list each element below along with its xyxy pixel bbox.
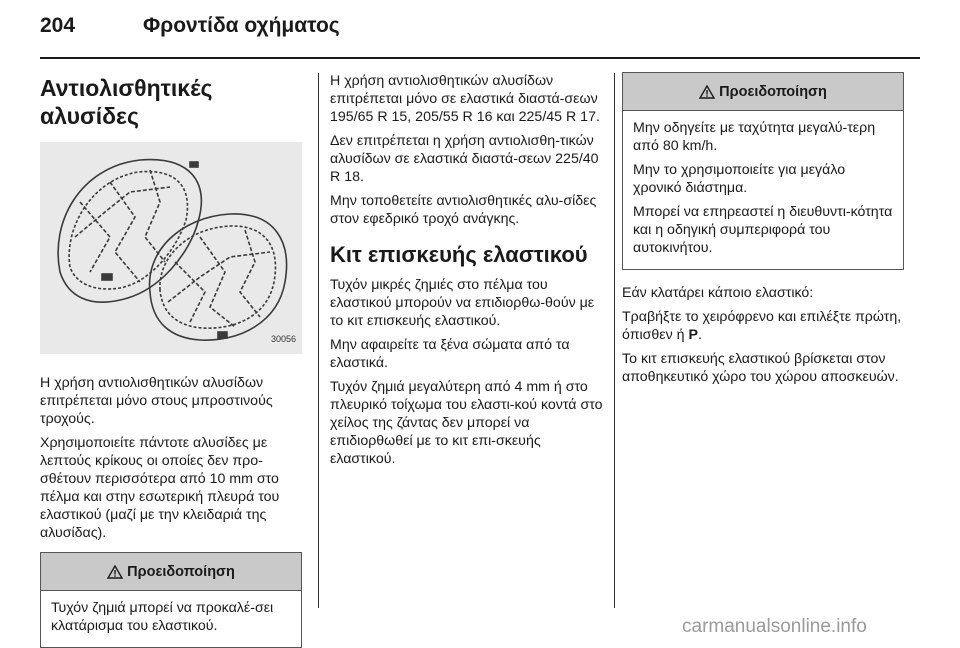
column-3 xyxy=(622,72,904,392)
column-divider-2 xyxy=(614,73,615,608)
page-number: 204 xyxy=(40,14,76,37)
paragraph: Τυχόν ζημιά μεγαλύτερη από 4 mm ή στο πλευρικό τοίχωμα του ελαστι-κού κοντά στο χείλος της ζάντας δεν μπορεί να επιδιορθωθεί με το κιτ επι-σκευής ελαστικού. xyxy=(330,379,603,467)
paragraph: Το κιτ επισκευής ελαστικού βρίσκεται στον αποθηκευτικό χώρο του χώρου αποσκευών. xyxy=(622,351,899,385)
column-1 xyxy=(40,72,302,648)
watermark: carmanualsonline.info xyxy=(682,616,867,637)
warning-header xyxy=(41,553,301,591)
paragraph: Μην αφαιρείτε τα ξένα σώματα από τα ελαστικά. xyxy=(330,337,570,371)
warning-body xyxy=(623,111,903,269)
warning-title: Προειδοποίηση xyxy=(719,83,827,100)
paragraph: Χρησιμοποιείτε πάντοτε αλυσίδες με λεπτούς κρίκους οι οποίες δεν προ-σθέτουν περισσότερα από 10 mm στο πέλμα και στην εσωτερική πλευρά του ελαστικού (μαζί με την κλειδαριά της αλυσίδας). xyxy=(40,435,280,541)
paragraph xyxy=(622,308,904,344)
warning-body xyxy=(41,591,301,647)
paragraph: Η χρήση αντιολισθητικών αλυσίδων επιτρέπεται μόνο στους μπροστινούς τροχούς. xyxy=(40,375,273,427)
warning-triangle-icon xyxy=(107,565,123,579)
section-title-snow-chains: Αντιολισθητικές αλυσίδες xyxy=(40,75,213,129)
gear-p-label: P xyxy=(688,327,698,343)
warning-text: Τυχόν ζημιά μπορεί να προκαλέ-σει κλατάρισμα του ελαστικού. xyxy=(51,600,274,634)
header-rule xyxy=(40,57,920,59)
paragraph-end: . xyxy=(697,327,702,343)
paragraph: Εάν κλατάρει κάποιο ελαστικό: xyxy=(622,285,814,301)
figure-code: 30056 xyxy=(270,334,296,344)
warning-title: Προειδοποίηση xyxy=(127,563,235,580)
chapter-title: Φροντίδα οχήματος xyxy=(143,14,340,37)
warning-header xyxy=(623,73,903,111)
warning-box xyxy=(622,72,904,270)
warning-box xyxy=(40,552,302,648)
warning-text: Μην το χρησιμοποιείτε για μεγάλο χρονικό διάστημα. xyxy=(633,162,846,196)
section-title-tyre-repair-kit: Κιτ επισκευής ελαστικού xyxy=(330,242,588,267)
paragraph-text: Τραβήξτε το χειρόφρενο και επιλέξτε πρώτη, όπισθεν ή xyxy=(622,309,902,343)
warning-text: Μην οδηγείτε με ταχύτητα μεγαλύ-τερη από 80 km/h. xyxy=(633,120,876,154)
paragraph: Η χρήση αντιολισθητικών αλυσίδων επιτρέπεται μόνο σε ελαστικά διαστά-σεων 195/65 R 15, 205/55 R 16 και 225/45 R 17. xyxy=(330,73,600,125)
warning-text: Μπορεί να επηρεαστεί η διευθυντι-κότητα και η οδηγική συμπεριφορά του αυτοκινήτου. xyxy=(633,204,893,256)
paragraph: Τυχόν μικρές ζημιές στο πέλμα του ελαστικού μπορούν να επιδιορθω-θούν με το κιτ επισκευής ελαστικού. xyxy=(330,277,595,329)
page-header xyxy=(40,14,920,48)
snow-chains-drawing xyxy=(40,142,302,354)
column-divider-1 xyxy=(318,73,319,608)
warning-triangle-icon xyxy=(699,85,715,99)
snow-chains-illustration xyxy=(40,142,302,354)
paragraph: Δεν επιτρέπεται η χρήση αντιολισθη-τικών αλυσίδων σε ελαστικά διαστά-σεων 225/40 R 18. xyxy=(330,133,599,185)
column-2 xyxy=(330,72,605,474)
paragraph: Μην τοποθετείτε αντιολισθητικές αλυ-σίδες στον εφεδρικό τροχό ανάγκης. xyxy=(330,193,597,227)
